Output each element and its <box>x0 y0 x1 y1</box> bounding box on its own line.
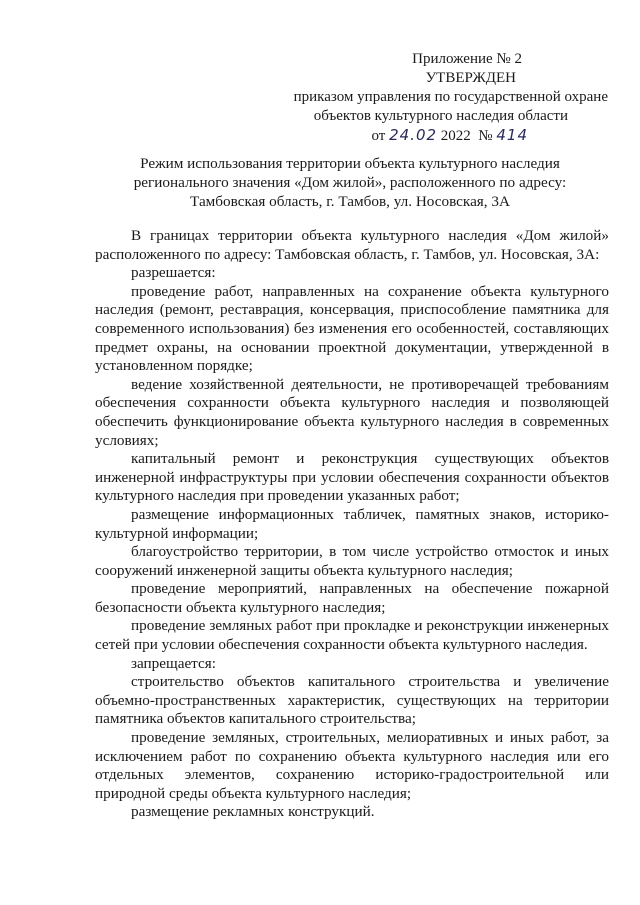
allowed-item: капитальный ремонт и реконструкция существующих объектов инженерной инфраструктуры при условии обеспечения сохранности объектов культурного наследия при проведении указанных работ; <box>95 450 609 505</box>
allowed-item: проведение работ, направленных на сохранение объекта культурного наследия (ремонт, реставрация, консервация, приспособление памятника для современного использования) без изменения его особенностей, составляющих предмет охраны, на основании проектной документации, утвержденной в установленном порядке; <box>95 282 609 375</box>
allowed-item: размещение информационных табличек, памятных знаков, историко-культурной информации; <box>95 505 609 542</box>
allowed-heading: разрешается: <box>131 264 216 282</box>
intro-paragraph: В границах территории объекта культурного наследия «Дом жилой» расположенного по адресу: Тамбовская область, г. Тамбов, ул. Носовская, 3А: <box>95 227 609 263</box>
title-line-1: Режим использования территории объекта культурного наследия <box>140 155 560 172</box>
order-number-handwritten: 414 <box>496 126 528 144</box>
date-handwritten: 24.02 <box>389 126 438 144</box>
title-line-3: Тамбовская область, г. Тамбов, ул. Носовская, 3А <box>190 193 510 210</box>
date-prefix: от <box>371 128 386 144</box>
forbidden-heading: запрещается: <box>131 654 216 672</box>
allowed-item: ведение хозяйственной деятельности, не противоречащей требованиям обеспечения сохранности объекта культурного наследия и позволяющей обеспечить функционирование объекта культурного наследия в современных условиях; <box>95 375 609 449</box>
authority-line: объектов культурного наследия области <box>313 108 568 124</box>
forbidden-item: строительство объектов капитального строительства и увеличение объемно-пространственных характеристик, существующих на территории памятника объектов капитального строительства; <box>95 673 609 728</box>
number-sign: № <box>478 128 493 144</box>
title-line-2: регионального значения «Дом жилой», расположенного по адресу: <box>133 174 567 191</box>
appendix-number: Приложение № 2 <box>412 51 522 67</box>
document-body <box>95 227 609 822</box>
document-title <box>80 154 620 211</box>
date-number-line <box>268 126 608 146</box>
approval-header <box>268 50 608 146</box>
allowed-item: проведение мероприятий, направленных на обеспечение пожарной безопасности объекта культурного наследия; <box>95 580 609 616</box>
forbidden-item: размещение рекламных конструкций. <box>131 803 375 821</box>
approved-label: УТВЕРЖДЕН <box>425 70 516 86</box>
allowed-item: благоустройство территории, в том числе устройство отмосток и иных сооружений инженерной защиты объекта культурного наследия; <box>95 543 609 579</box>
forbidden-item: проведение земляных, строительных, мелиоративных и иных работ, за исключением работ по сохранению объекта культурного наследия или его отдельных элементов, сохранению историко-градостроительной или природной среды объекта культурного наследия; <box>95 729 609 802</box>
date-year: 2022 <box>440 128 471 144</box>
order-line: приказом управления по государственной охране <box>293 89 608 105</box>
allowed-item: проведение земляных работ при прокладке и реконструкции инженерных сетей при условии обеспечения сохранности объекта культурного наследия. <box>95 617 609 654</box>
